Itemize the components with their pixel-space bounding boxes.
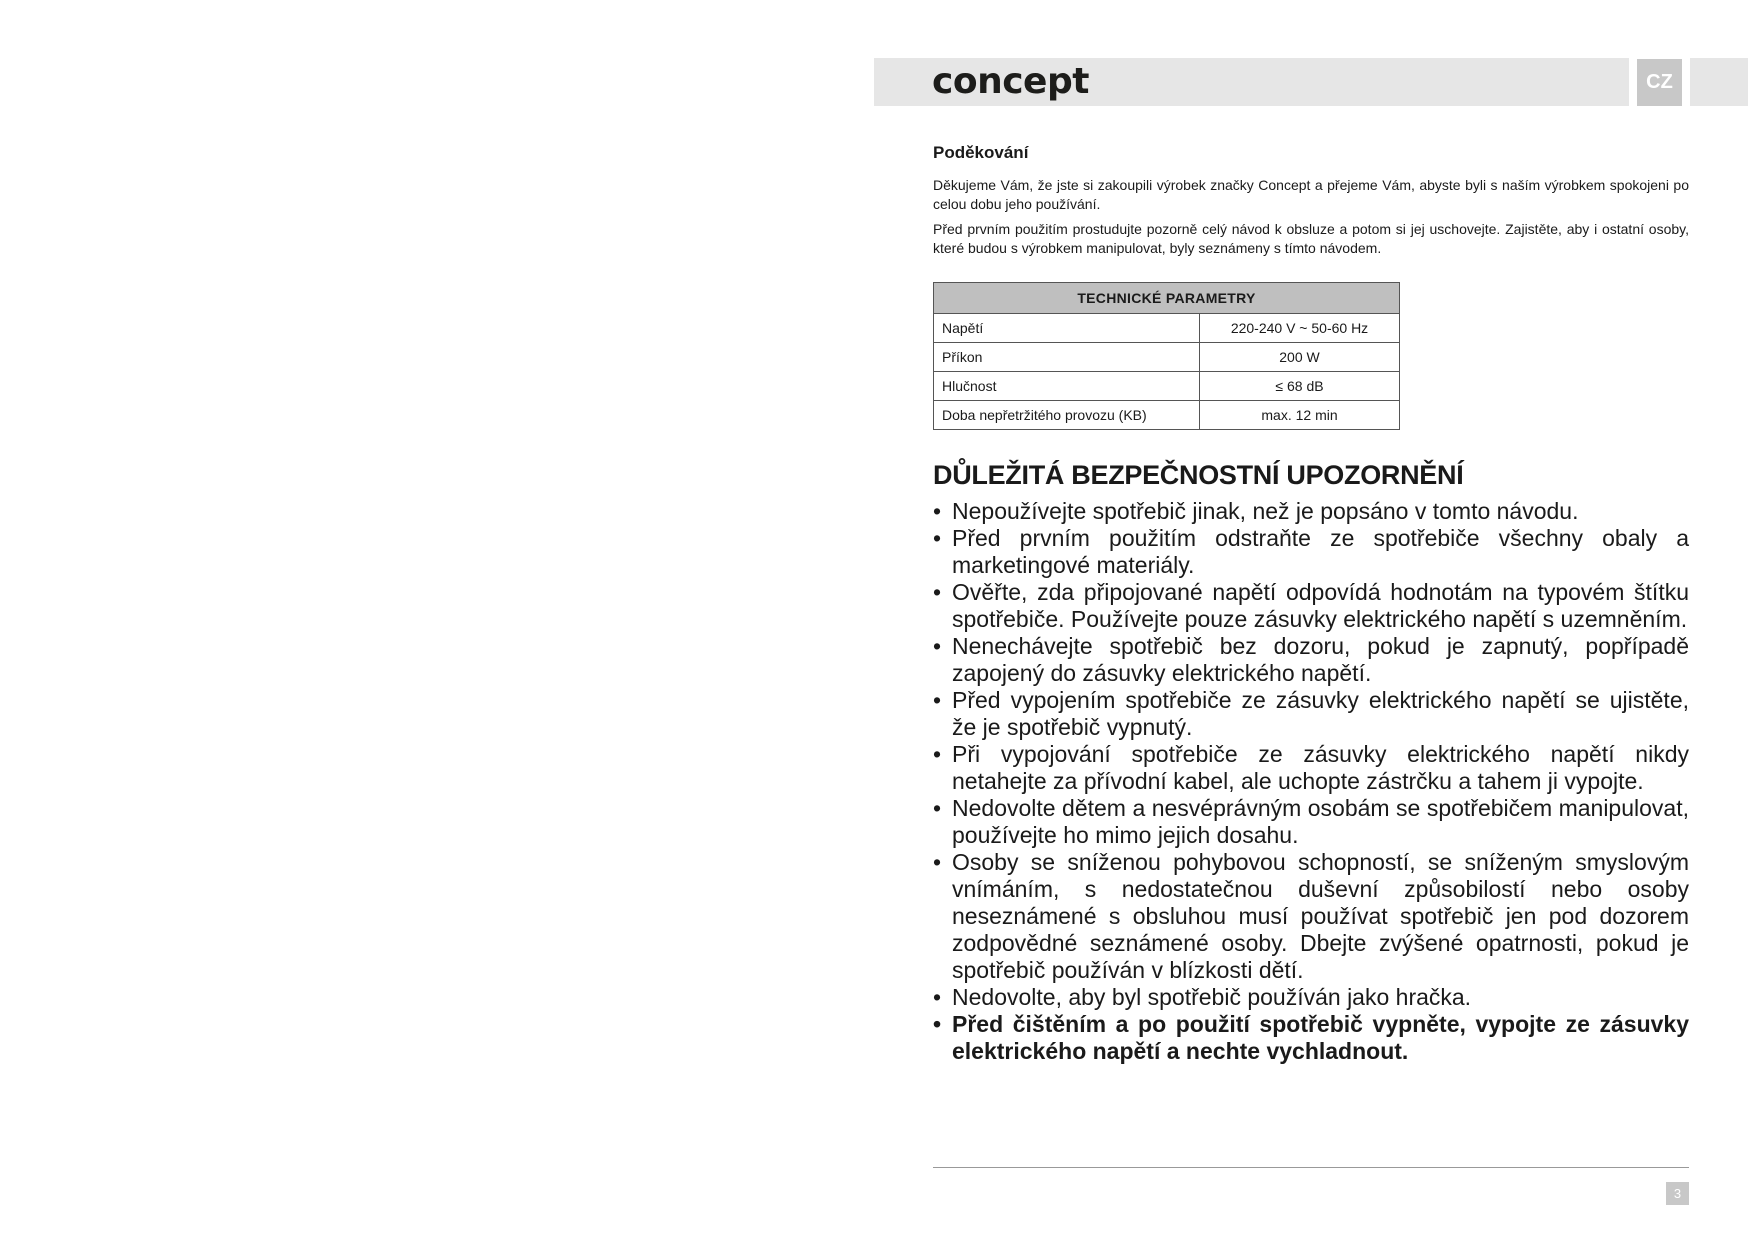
list-item: • Osoby se sníženou pohybovou schopností, se sníženým smyslovým vnímáním, s nedostatečnou duševní způsobilostí nebo osoby neseznámené s obsluhou musí používat spotřebič jen pod dozorem zodpovědné seznámené osoby. Dbejte zvýšené opatrnosti, pokud je spotřebič používán v blízkosti dětí. (933, 849, 1689, 984)
safety-list (933, 498, 1689, 1065)
param-label: Doba nepřetržitého provozu (KB) (934, 401, 1200, 430)
brand-logo: concept (932, 61, 1089, 102)
table-row (934, 314, 1400, 343)
list-item: • Před vypojením spotřebiče ze zásuvky elektrického napětí se ujistěte, že je spotřebič vypnutý. (933, 687, 1689, 741)
intro-title: Poděkování (933, 143, 1029, 162)
param-label: Příkon (934, 343, 1200, 372)
param-value: ≤ 68 dB (1200, 372, 1400, 401)
list-item: • Při vypojování spotřebiče ze zásuvky elektrického napětí nikdy netahejte za přívodní kabel, ale uchopte zástrčku a tahem ji vypojte. (933, 741, 1689, 795)
param-value: 220-240 V ~ 50-60 Hz (1200, 314, 1400, 343)
list-item: • Nedovolte, aby byl spotřebič používán jako hračka. (933, 984, 1689, 1011)
list-item: • Před čištěním a po použití spotřebič vypněte, vypojte ze zásuvky elektrického napětí a nechte vychladnout. (933, 1011, 1689, 1065)
param-label: Napětí (934, 314, 1200, 343)
footer-divider (933, 1167, 1689, 1168)
table-row (934, 343, 1400, 372)
safety-title: DŮLEŽITÁ BEZPEČNOSTNÍ UPOZORNĚNÍ (933, 460, 1464, 490)
list-item: • Ověřte, zda připojované napětí odpovídá hodnotám na typovém štítku spotřebiče. Používejte pouze zásuvky elektrického napětí s uzemněním. (933, 579, 1689, 633)
intro-paragraph: Před prvním použitím prostudujte pozorně celý návod k obsluze a potom si jej uschovejte. Zajistěte, aby i ostatní osoby, které budou s výrobkem manipulovat, byly seznámeny s tímto návodem. (933, 221, 1689, 256)
tech-parameters-table (933, 282, 1400, 430)
intro-paragraph: Děkujeme Vám, že jste si zakoupili výrobek značky Concept a přejeme Vám, abyste byli s naším výrobkem spokojeni po celou dobu jeho používání. (933, 177, 1689, 212)
language-badge: CZ (1637, 59, 1682, 106)
param-value: 200 W (1200, 343, 1400, 372)
list-item: • Nepoužívejte spotřebič jinak, než je popsáno v tomto návodu. (933, 498, 1689, 525)
list-item: • Před prvním použitím odstraňte ze spotřebiče všechny obaly a marketingové materiály. (933, 525, 1689, 579)
page-number: 3 (1666, 1182, 1689, 1205)
header-bar-end (1690, 58, 1748, 106)
param-label: Hlučnost (934, 372, 1200, 401)
list-item: • Nedovolte dětem a nesvéprávným osobám se spotřebičem manipulovat, používejte ho mimo jejich dosahu. (933, 795, 1689, 849)
tech-table-title: TECHNICKÉ PARAMETRY (934, 283, 1400, 314)
list-item: • Nenechávejte spotřebič bez dozoru, pokud je zapnutý, popřípadě zapojený do zásuvky elektrického napětí. (933, 633, 1689, 687)
table-row (934, 372, 1400, 401)
param-value: max. 12 min (1200, 401, 1400, 430)
page-content (933, 142, 1689, 1065)
table-row (934, 401, 1400, 430)
